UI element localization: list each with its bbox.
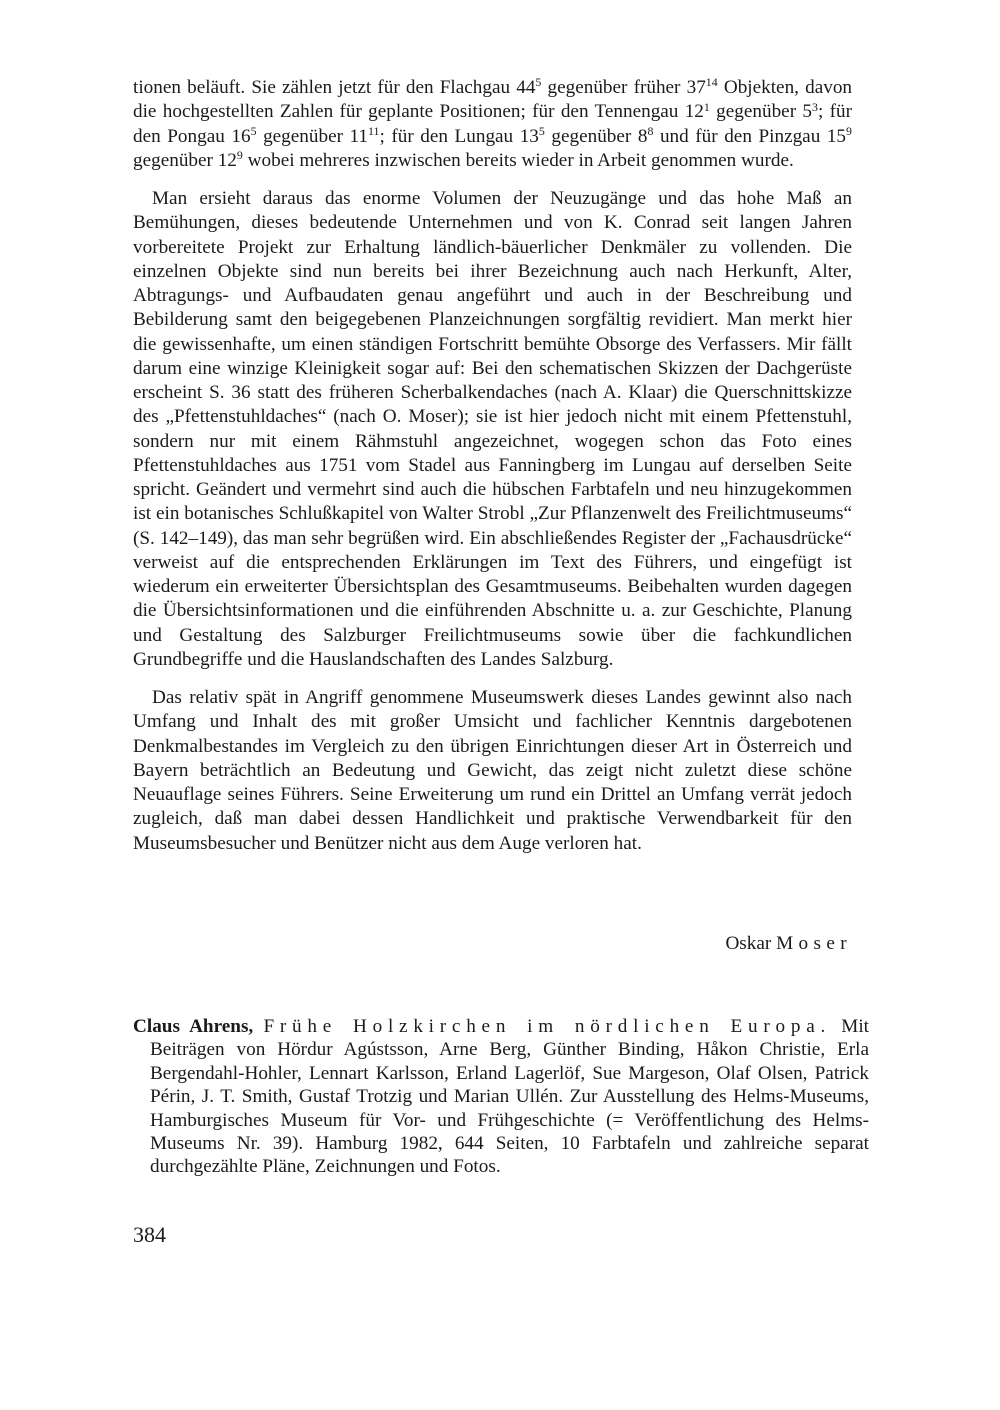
- citation-title: Frühe Holzkirchen im nördlichen Europa.: [263, 1016, 832, 1037]
- reviewer-surname: Moser: [776, 933, 852, 954]
- paragraph-conclusion: Das relativ spät in Angriff genommene Museumswerk dieses Landes gewinnt also nach Umfang und Inhalt des mit großer Umsicht und fachlicher Kenntnis dargebotenen Denkmalbestandes im Vergleich zu den übrigen Einrichtungen dieser Art in Österreich und Bayern beträchtlich an Bedeutung und Gewicht, das zeigt nicht zuletzt diese schöne Neuauflage seines Führers. Seine Erweiterung um rund ein Drittel an Umfang verrät jedoch zugleich, daß man dabei dessen Handlichkeit und praktische Verwendbarkeit für den Museumsbesucher und Benützer nicht aus dem Auge verloren hat.: [133, 687, 852, 854]
- page-number: 384: [133, 1222, 166, 1247]
- book-citation: [133, 1015, 869, 1179]
- citation-author: Claus Ahrens,: [133, 1016, 254, 1037]
- reviewer-signature: [725, 932, 852, 956]
- reviewer-first-name: Oskar: [725, 933, 772, 954]
- paragraph-new-additions: Man ersieht daraus das enorme Volumen der Neuzugänge und das hohe Maß an Bemühungen, dieses bedeutende Unternehmen und von K. Conrad seit langen Jahren vorbereitete Projekt zur Erhaltung ländlich-bäuerlicher Denkmäler zu vollenden. Die einzelnen Objekte sind nun bereits bei ihrer Bezeichnung auch nach Herkunft, Alter, Abtragungs- und Aufbaudaten genau angeführt und auch in der Beschreibung und Bebilderung samt den beigegebenen Planzeichnungen sorgfältig revidiert. Man merkt hier die gewissenhafte, um einen ständigen Fortschritt bemühte Obsorge des Verfassers. Mir fällt darum eine winzige Kleinigkeit sogar auf: Bei den schematischen Skizzen der Dachgerüste erscheint S. 36 statt des früheren Scherbalkendaches (nach A. Klaar) die Querschnittskizze des „Pfettenstuhldaches“ (nach O. Moser); sie ist hier jedoch nicht mit einem Pfettenstuhl, sondern nur mit einem Rähmstuhl angezeichnet, wogegen schon das Foto eines Pfettenstuhldaches aus 1751 vom Stadel aus Fanningberg im Lungau auf derselben Seite spricht. Geändert und vermehrt sind auch die hübschen Farbtafeln und neu hinzugekommen ist ein botanisches Schlußkapitel von Walter Strobl „Zur Pflanzenwelt des Freilichtmuseums“ (S. 142–149), das man sehr begrüßen wird. Ein abschließendes Register der „Fachausdrücke“ verweist auf die entsprechenden Erklärungen im Text des Führers, und eingefügt ist wiederum ein erweiterter Übersichtsplan des Gesamtmuseums. Beibehalten wurden dagegen die Übersichtsinformationen und die einführenden Abschnitte u. a. zur Geschichte, Planung und Gestaltung des Salzburger Freilichtmuseums sowie über die fachkundlichen Grundbegriffe und die Hauslandschaften des Landes Salzburg.: [133, 188, 852, 670]
- citation-details: Mit Beiträgen von Hördur Agústsson, Arne Berg, Günther Binding, Håkon Christie, Erla Bergendahl-Hohler, Lennart Karlsson, Erland Lagerlöf, Sue Margeson, Olaf Olsen, Patrick Périn, J. T. Smith, Gustaf Trotzig und Marian Ullén. Zur Ausstellung des Helms-Museums, Hamburgisches Museum für Vor- und Frühgeschichte (= Veröffentlichung des Helms-Museums Nr. 39). Hamburg 1982, 644 Seiten, 10 Farbtafeln und zahlreiche separat durchgezählte Pläne, Zeichnungen und Fotos.: [150, 1016, 870, 1178]
- review-body: [133, 76, 852, 856]
- paragraph-position-counts: tionen beläuft. Sie zählen jetzt für den Flachgau $44^5$ gegenüber früher $37^{14}$ Objekten, davon die hochgestellten Zahlen für geplante Positionen; für den Tennengau $12^1$ gegenüber $5^3$; für den Pongau $16^5$ gegenüber $11^{11}$; für den Lungau $13^5$ gegenüber $8^8$ und für den Pinzgau $15^9$ gegenüber $12^9$ wobei mehreres inzwischen bereits wieder in Arbeit genommen wurde.: [133, 75, 853, 171]
